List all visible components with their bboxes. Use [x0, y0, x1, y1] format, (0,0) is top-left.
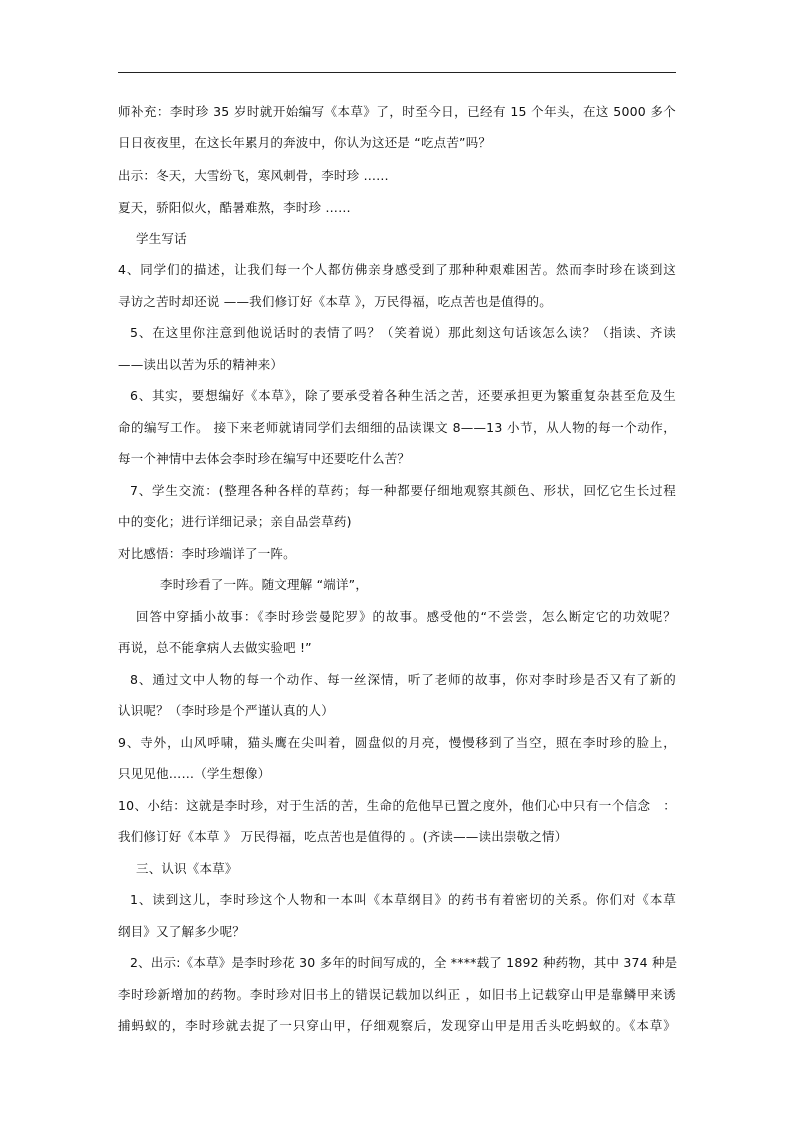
text-line: 认识呢？（李时珍是个严谨认真的人）	[118, 703, 334, 718]
header-rule	[118, 72, 676, 73]
text-line: 7、学生交流：(整理各种各样的草药；每一种都要仔细地观察其颜色、形状，回忆它生长过程	[130, 483, 676, 498]
text-line: 捕蚂蚁的，李时珍就去捉了一只穿山甲，仔细观察后，发现穿山甲是用舌头吃蚂蚁的。《本草》	[118, 1018, 676, 1033]
text-line: 每一个神情中去体会李时珍在编写中还要吃什么苦？	[118, 451, 411, 466]
text-line: 10、小结：这就是李时珍，对于生活的苦，生命的危他早已置之度外，他们心中只有一个信念 ：	[118, 798, 676, 813]
text-line: 李时珍新增加的药物。李时珍对旧书上的错误记载加以纠正 ，如旧书上记载穿山甲是靠鳞甲来诱	[118, 987, 676, 1002]
text-line: 夏天，骄阳似火，酷暑难熬，李时珍 ……	[118, 200, 351, 215]
text-line: 对比感悟：李时珍端详了一阵。	[118, 546, 296, 561]
text-line: 出示：冬天，大雪纷飞，寒风刺骨，李时珍 ……	[118, 168, 389, 183]
text-line: 命的编写工作。 接下来老师就请同学们去细细的品读课文 8——13 小节，从人物的每一个动作，	[118, 420, 676, 435]
text-line: 只见见他……（学生想像）	[118, 766, 271, 781]
text-line: 1、读到这儿，李时珍这个人物和一本叫《本草纲目》的药书有着密切的关系。你们对《本草	[130, 892, 676, 907]
text-line: 日日夜夜里，在这长年累月的奔波中，你认为这还是 “吃点苦”吗？	[118, 135, 492, 150]
text-line: 中的变化；进行详细记录；亲自品尝草药)	[118, 514, 352, 529]
text-line: 我们修订好《本草 》 万民得福，吃点苦也是值得的 。(齐读——读出崇敬之情）	[118, 829, 568, 844]
text-line: 学生写话	[136, 231, 187, 246]
text-line: 2、出示:《本草》是李时珍花 30 多年的时间写成的，全 ****载了 1892 种药物，其中 374 种是	[130, 955, 678, 970]
section-heading: 三、认识《本草》	[136, 861, 238, 876]
text-line: 纲目》又了解多少呢？	[118, 924, 246, 939]
text-line: 4、同学们的描述，让我们每一个人都仿佛亲身感受到了那种种艰难困苦。然而李时珍在谈到这	[118, 262, 676, 277]
text-line: 5、在这里你注意到他说话时的表情了吗？（笑着说）那此刻这句话该怎么读？（指读、齐读	[130, 325, 676, 340]
text-line: 9、寺外，山风呼啸，猫头鹰在尖叫着，圆盘似的月亮，慢慢移到了当空，照在李时珍的脸上，	[118, 735, 676, 750]
text-line: 回答中穿插小故事：《李时珍尝曼陀罗》的故事。感受他的“不尝尝，怎么断定它的功效呢？	[136, 609, 676, 624]
text-line: 师补充：李时珍 35 岁时就开始编写《本草》了，时至今日，已经有 15 个年头，在这 5000 多个	[118, 104, 676, 119]
text-line: 寻访之苦时却还说 ——我们修订好《本草 》，万民得福，吃点苦也是值得的。	[118, 294, 552, 309]
text-line: 再说，总不能拿病人去做实验吧 !”	[118, 640, 312, 655]
text-line: 李时珍看了一阵。随文理解 “端详”，	[160, 577, 369, 592]
text-line: 8、通过文中人物的每一个动作、每一丝深情，听了老师的故事，你对李时珍是否又有了新的	[130, 672, 676, 687]
text-line: 6、其实，要想编好《本草》，除了要承受着各种生活之苦，还要承担更为繁重复杂甚至危及生	[130, 388, 676, 403]
text-line: ——读出以苦为乐的精神来）	[118, 357, 284, 372]
